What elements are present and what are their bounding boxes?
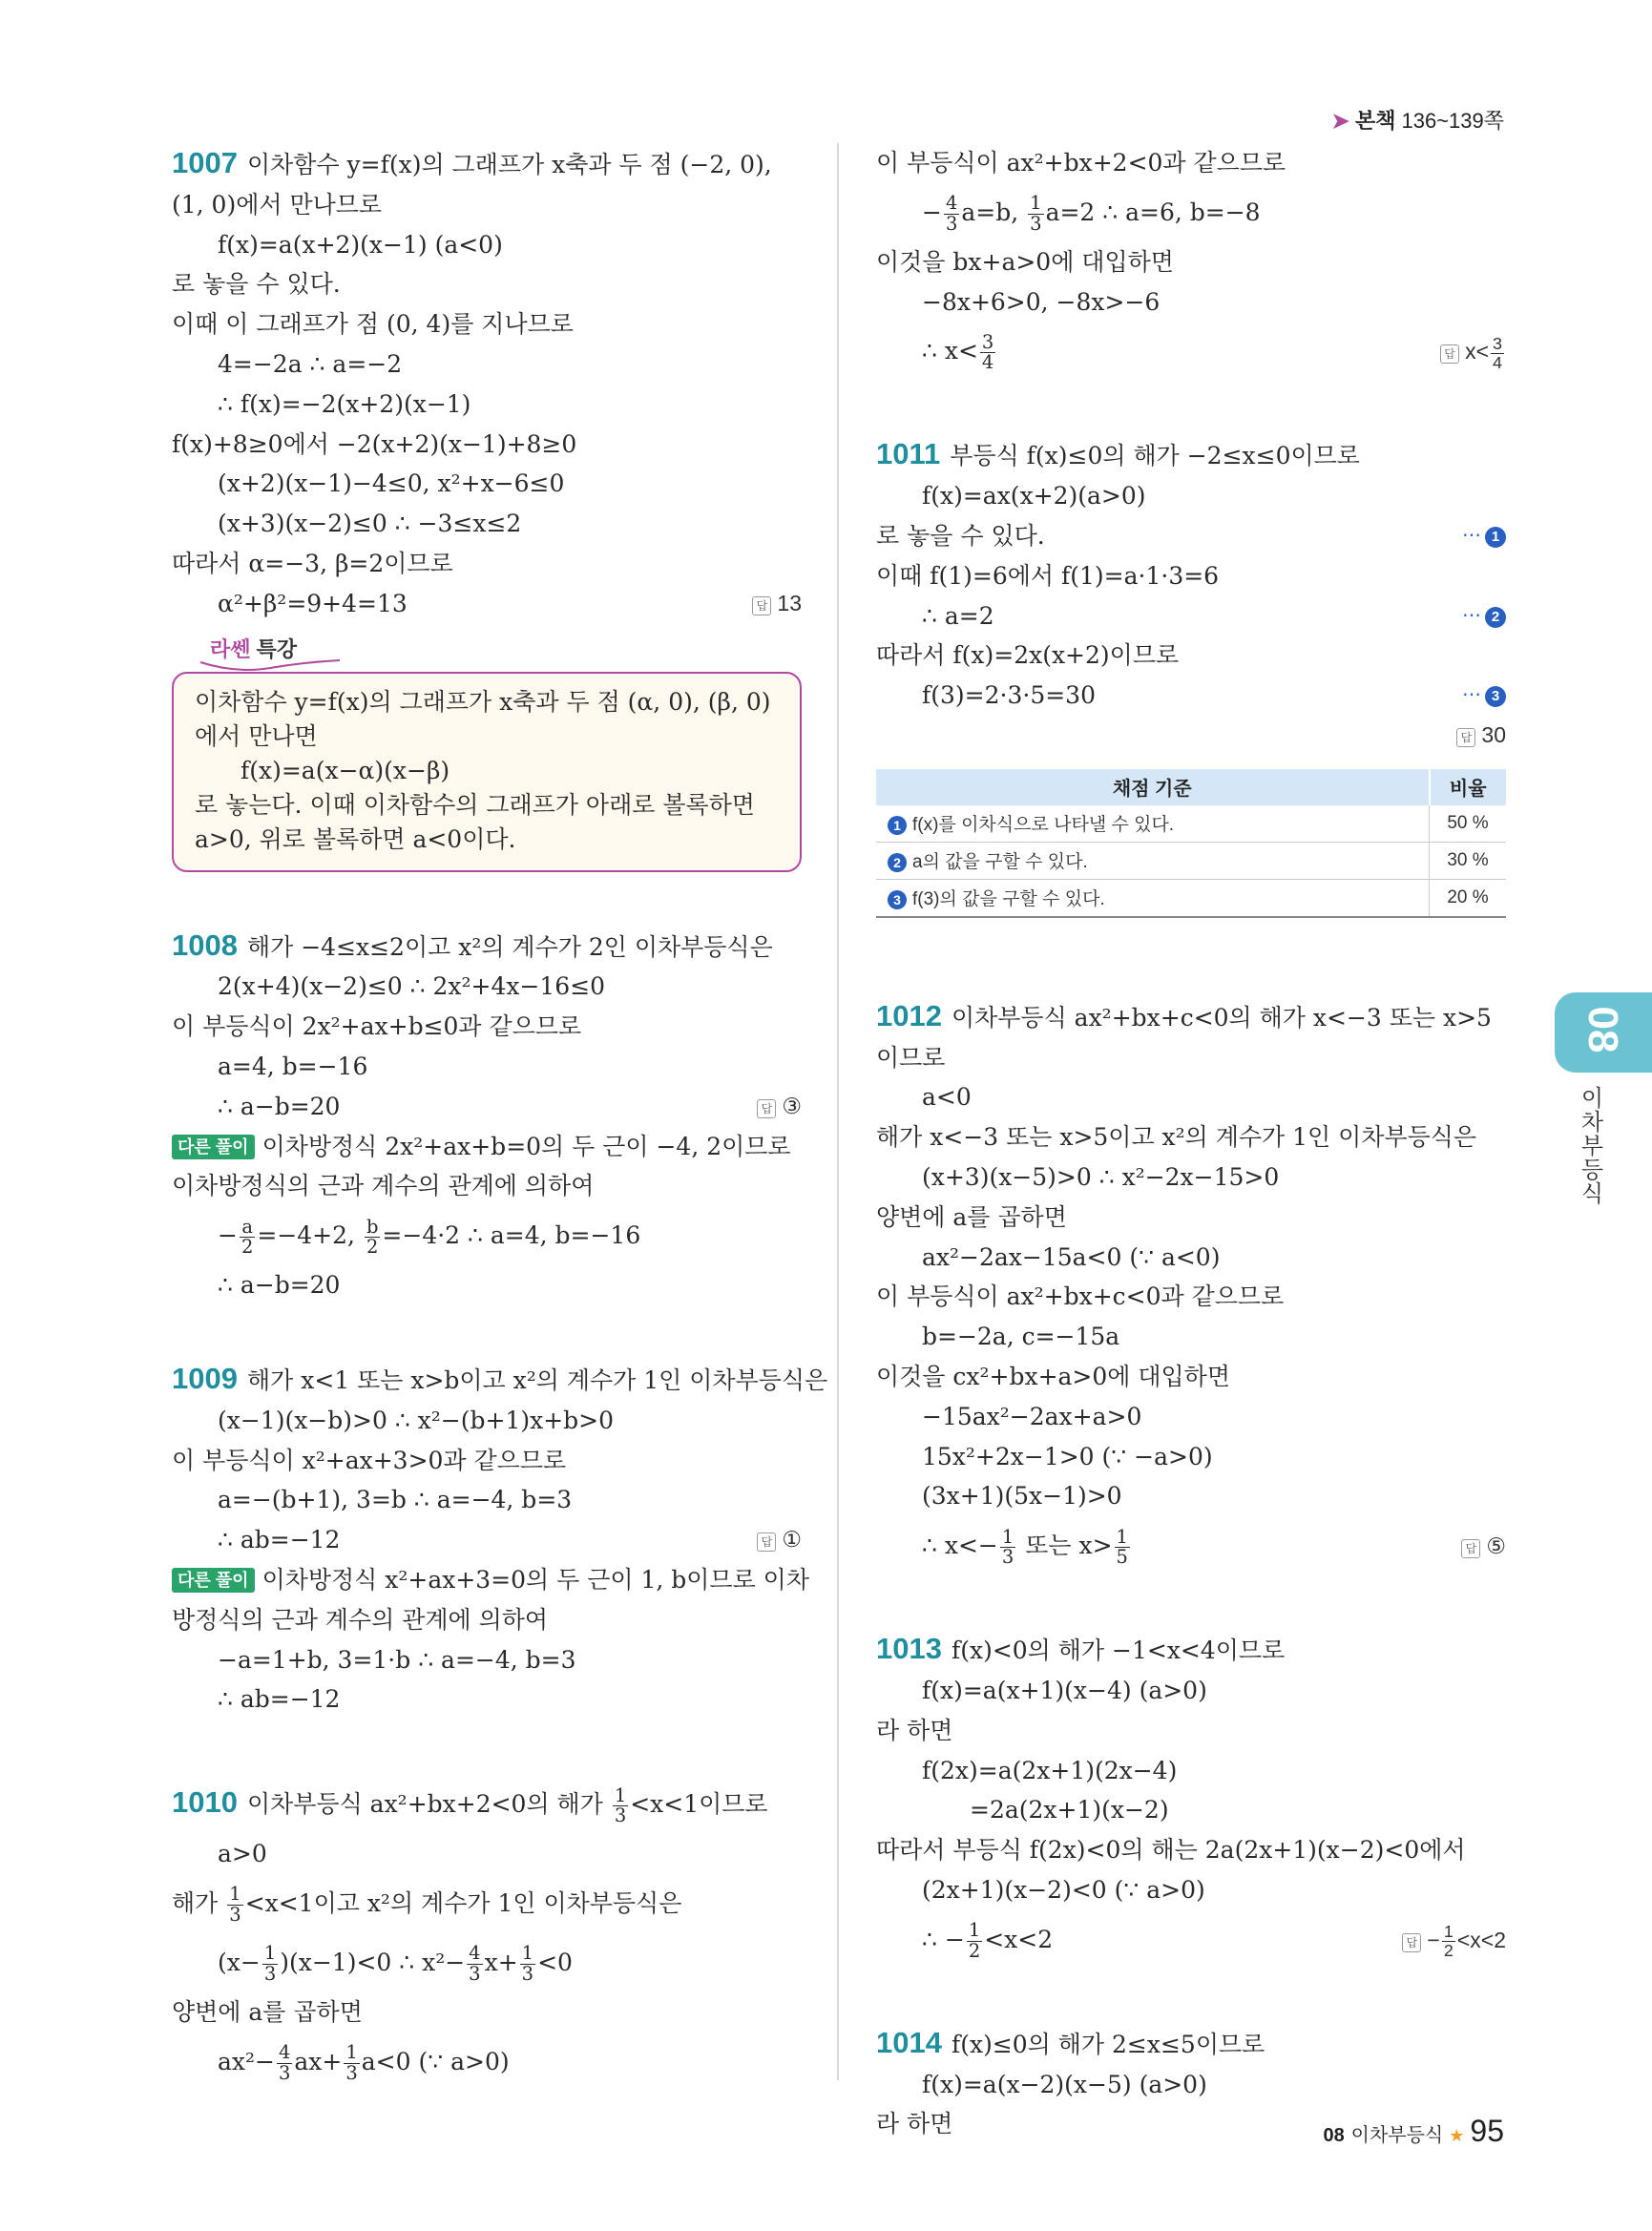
text-line: (x−1)(x−b)>0 ∴ x²−(b+1)x+b>0	[218, 1406, 615, 1434]
text-line: (2x+1)(x−2)<0 (∵ a>0)	[922, 1875, 1205, 1904]
footer-chapter-number: 08	[1323, 2125, 1345, 2146]
problem-number: 1012	[876, 998, 942, 1032]
table-row	[876, 879, 1506, 917]
lecture-tag-title: 특강	[256, 636, 298, 661]
problem-number: 1010	[172, 1785, 238, 1820]
text-line: f(x)=ax(x+2)(a>0)	[922, 482, 1146, 511]
answer-value: ①	[782, 1527, 802, 1553]
answer-1013: 답 − $\frac{1}{2}$ <x<2	[1402, 1910, 1506, 1970]
lecture-tag	[210, 634, 802, 666]
right-column	[876, 143, 1506, 2144]
text-line: =2a(2x+1)(x−2)	[970, 1796, 1169, 1824]
text-line: 4=−2a ∴ a=−2	[218, 349, 403, 378]
grading-criteria-table	[876, 769, 1506, 918]
text-line: 2(x+4)(x−2)≤0 ∴ 2x²+4x−16≤0	[218, 972, 606, 1001]
text-line: 양변에 a를 곱하면	[876, 1202, 1067, 1231]
lecture-underline-icon	[199, 658, 342, 674]
criteria-text: a의 값을 구할 수 있다.	[912, 852, 1088, 873]
problem-1007	[172, 143, 802, 624]
text-line: (x+3)(x−2)≤0 ∴ −3≤x≤2	[218, 510, 522, 538]
text-line: a>0	[218, 1840, 267, 1868]
answer-1010: 답 x< $\frac{3}{4}$	[1440, 322, 1506, 381]
text-line: ∴ f(x)=−2(x+2)(x−1)	[218, 389, 471, 418]
text-line: f(x)=a(x+1)(x−4) (a>0)	[922, 1676, 1207, 1704]
answer-marker-icon: 답	[757, 1533, 776, 1552]
text-line: 로 놓을 수 있다.	[876, 521, 1045, 550]
text-line: b=−2a, c=−15a	[922, 1323, 1120, 1351]
text-line: − $\frac{4}{3}$ a=b, $\frac{1}{3}$ a=2 ∴ a=6, b=−8	[922, 192, 1261, 235]
criteria-header: 채점 기준	[876, 769, 1430, 805]
answer-value: ③	[782, 1093, 802, 1118]
fraction: $\frac{1}{3}$	[1001, 1525, 1014, 1569]
fraction: $\frac{1}{2}$	[968, 1919, 981, 1962]
fraction: $\frac{4}{3}$	[278, 2041, 291, 2084]
text-line: <x<1이므로	[630, 1790, 768, 1819]
chapter-side-tab[interactable]	[1555, 992, 1652, 1073]
text-line: 이차함수 y=f(x)의 그래프가 x축과 두 점 (−2, 0),	[246, 151, 772, 178]
answer-1012	[1461, 1516, 1506, 1575]
text-line: (1, 0)에서 만나므로	[172, 190, 383, 219]
text-line: f(x)=a(x−2)(x−5) (a>0)	[922, 2070, 1207, 2098]
star-icon: ★	[1449, 2126, 1465, 2145]
text-line: 양변에 a를 곱하면	[172, 1997, 363, 2026]
text-line: 이것을 cx²+bx+a>0에 대입하면	[876, 1362, 1230, 1390]
text-line: 이차부등식 ax²+bx+2<0의 해가	[246, 1790, 603, 1819]
criteria-ratio: 20 %	[1430, 879, 1507, 917]
alt-solution-badge: 다른 풀이	[172, 1568, 255, 1593]
answer-marker-icon: 답	[757, 1099, 776, 1118]
answer-marker-icon: 답	[1402, 1933, 1421, 1952]
problem-1012	[876, 996, 1506, 1575]
text-line: 이때 이 그래프가 점 (0, 4)를 지나므로	[172, 310, 574, 339]
text-line: 이차함수 y=f(x)의 그래프가 x축과 두 점 (α, 0), (β, 0)에서 만나면	[195, 687, 771, 750]
fraction: $\frac{1}{3}$	[229, 1883, 241, 1926]
criteria-text: f(x)를 이차식으로 나타낼 수 있다.	[912, 815, 1175, 836]
chapter-tab-number: 08	[1579, 1006, 1626, 1053]
text-line: −a=1+b, 3=1·b ∴ a=−4, b=3	[218, 1645, 576, 1674]
text-line: f(x)+8≥0에서 −2(x+2)(x−1)+8≥0	[172, 429, 577, 458]
text-line: ∴ x<− $\frac{1}{3}$ 또는 x> $\frac{1}{5}$ 답 ⑤	[876, 1516, 1506, 1575]
text-line: ∴ x< $\frac{3}{4}$ 답 x< $\frac{3}{4}$	[876, 322, 1506, 381]
text-line: (x− $\frac{1}{3}$ )(x−1)<0 ∴ x²− $\frac{4}{3}$ x+ $\frac{1}{3}$ <0	[218, 1942, 573, 1985]
text-line: (x+2)(x−1)−4≤0, x²+x−6≤0	[218, 469, 565, 498]
text-line: 이므로	[876, 1043, 946, 1072]
problem-1008	[172, 926, 802, 1305]
criteria-ratio: 50 %	[1430, 805, 1507, 843]
page-ref-label: 본책	[1354, 109, 1396, 133]
problem-1009	[172, 1359, 828, 1720]
text-line: 이 부등식이 x²+ax+3>0과 같으므로	[172, 1446, 567, 1474]
text-line: f(3)=2·3·5=30	[922, 681, 1096, 710]
text-line: 이것을 bx+a>0에 대입하면	[876, 247, 1174, 276]
fraction: $\frac{3}{4}$	[981, 330, 994, 374]
text-line: 로 놓는다. 이때 이차함수의 그래프가 아래로 볼록하면 a>0, 위로 볼록하면 a<0이다.	[195, 790, 755, 853]
lecture-tag-brand: 라쎈	[210, 636, 251, 661]
text-line: ax²−2ax−15a<0 (∵ a<0)	[922, 1242, 1221, 1271]
text-line: a=4, b=−16	[218, 1052, 368, 1080]
text-line: ∴ ab=−12	[218, 1526, 341, 1554]
text-line: 따라서 f(x)=2x(x+2)이므로	[876, 641, 1180, 670]
text-line: 이 부등식이 2x²+ax+b≤0과 같으므로	[172, 1012, 582, 1041]
text-line: α²+β²=9+4=13	[218, 589, 408, 617]
problem-number: 1013	[876, 1632, 942, 1666]
fraction: $\frac{a}{2}$	[240, 1215, 254, 1259]
step-1-icon: 1	[888, 816, 907, 835]
column-divider	[837, 143, 839, 2080]
text-line: (x+3)(x−5)>0 ∴ x²−2x−15>0	[922, 1162, 1280, 1191]
text-line: −15ax²−2ax+a>0	[922, 1402, 1142, 1430]
text-line: 해가 x<1 또는 x>b이고 x²의 계수가 1인 이차부등식은	[246, 1366, 828, 1394]
page-ref-arrow-icon: ➤	[1331, 109, 1349, 133]
lecture-box	[172, 672, 802, 872]
text-line: 해가 $\frac{1}{3}$ <x<1이고 x²의 계수가 1인 이차부등식은	[172, 1883, 682, 1926]
text-line: 따라서 부등식 f(2x)<0의 해는 2a(2x+1)(x−2)<0에서	[876, 1836, 1466, 1865]
fraction: $\frac{3}{4}$	[1493, 333, 1502, 372]
text-line: ∴ a−b=20	[218, 1092, 341, 1120]
fraction: $\frac{4}{3}$	[469, 1942, 481, 1985]
answer-value: 30	[1481, 721, 1506, 747]
step-marker-3: ⋯ 3	[1462, 676, 1506, 716]
footer-chapter-title: 이차부등식	[1350, 2125, 1444, 2146]
alt-solution-badge: 다른 풀이	[172, 1135, 255, 1159]
text-line: a=−(b+1), 3=b ∴ a=−4, b=3	[218, 1486, 573, 1514]
text-line: f(2x)=a(2x+1)(2x−4)	[922, 1756, 1178, 1784]
text-line: ∴ a=2	[922, 601, 994, 630]
text-line: 이때 f(1)=6에서 f(1)=a·1·3=6	[876, 561, 1220, 590]
text-line: 이차방정식 2x²+ax+b=0의 두 근이 −4, 2이므로	[261, 1132, 791, 1160]
problem-number: 1007	[172, 146, 238, 179]
fraction: $\frac{1}{5}$	[1116, 1525, 1128, 1569]
answer-value: 13	[777, 590, 802, 615]
criteria-text: f(3)의 값을 구할 수 있다.	[912, 889, 1105, 910]
text-line: 따라서 α=−3, β=2이므로	[172, 549, 453, 577]
fraction: $\frac{b}{2}$	[366, 1215, 379, 1259]
answer-marker-icon: 답	[1456, 728, 1475, 747]
text-line: f(x)=a(x+2)(x−1) (a<0)	[218, 230, 503, 259]
table-row	[876, 805, 1506, 843]
text-line: 이차부등식 ax²+bx+c<0의 해가 x<−3 또는 x>5	[951, 1003, 1492, 1032]
text-line: ∴ a−b=20	[218, 1271, 341, 1300]
text-line: ∴ − $\frac{1}{2}$ <x<2 답 − $\frac{1}{2}$ <x<2	[876, 1910, 1506, 1970]
text-line: 해가 −4≤x≤2이고 x²의 계수가 2인 이차부등식은	[246, 932, 773, 961]
step-marker-2: ⋯ 2	[1462, 596, 1506, 636]
text-line: 방정식의 근과 계수의 관계에 의하여	[172, 1605, 549, 1634]
text-line: 이 부등식이 ax²+bx+c<0과 같으므로	[876, 1282, 1285, 1311]
text-line: (3x+1)(5x−1)>0	[922, 1482, 1122, 1511]
text-line: 로 놓을 수 있다.	[172, 270, 341, 299]
chapter-side-label: 이차부등식	[1577, 1086, 1602, 1205]
answer-marker-icon: 답	[752, 596, 771, 615]
text-line: f(x)≤0의 해가 2≤x≤5이므로	[951, 2030, 1265, 2058]
fraction: $\frac{1}{2}$	[1443, 1922, 1453, 1961]
text-line: 이차방정식의 근과 계수의 관계에 의하여	[172, 1172, 595, 1200]
fraction: $\frac{1}{3}$	[521, 1942, 534, 1985]
table-row	[876, 842, 1506, 879]
fraction: $\frac{1}{3}$	[1030, 192, 1042, 235]
answer-1009	[757, 1520, 802, 1560]
answer-marker-icon: 답	[1461, 1539, 1480, 1558]
text-line: a<0	[922, 1083, 972, 1112]
problem-number: 1009	[172, 1361, 238, 1395]
fraction: $\frac{4}{3}$	[945, 192, 958, 235]
problem-1010	[172, 1773, 802, 2092]
problem-number: 1014	[876, 2025, 942, 2059]
left-column	[172, 143, 828, 2092]
answer-1007	[752, 584, 802, 624]
answer-1008	[757, 1087, 802, 1127]
page-reference	[1332, 105, 1504, 135]
text-line: ∴ ab=−12	[218, 1685, 341, 1714]
step-3-icon: 3	[888, 890, 907, 909]
problem-number: 1011	[876, 437, 941, 471]
text-line: 15x²+2x−1>0 (∵ −a>0)	[922, 1442, 1213, 1470]
text-line: −8x+6>0, −8x>−6	[922, 287, 1161, 316]
text-line: 부등식 f(x)≤0의 해가 −2≤x≤0이므로	[950, 442, 1360, 470]
problem-number: 1008	[172, 928, 238, 962]
step-marker-1: ⋯ 1	[1462, 516, 1506, 556]
answer-1011	[1456, 716, 1506, 756]
fraction: $\frac{1}{3}$	[345, 2041, 358, 2084]
criteria-ratio: 30 %	[1430, 842, 1507, 879]
fraction: $\frac{1}{3}$	[614, 1783, 627, 1827]
answer-marker-icon: 답	[1440, 344, 1459, 364]
problem-1010-continued	[876, 143, 1506, 381]
text-line: 라 하면	[876, 1716, 953, 1744]
text-line: − $\frac{a}{2}$ =−4+2, $\frac{b}{2}$ =−4·2 ∴ a=4, b=−16	[218, 1215, 641, 1259]
step-2-icon: 2	[888, 853, 907, 872]
answer-value: ⑤	[1486, 1533, 1506, 1559]
text-line: 이 부등식이 ax²+bx+2<0과 같으므로	[876, 149, 1286, 177]
problem-1011	[876, 434, 1506, 917]
text-line: f(x)=a(x−α)(x−β)	[240, 756, 450, 784]
ratio-header: 비율	[1430, 769, 1507, 805]
page-footer	[1323, 2114, 1504, 2149]
text-line: ax²− $\frac{4}{3}$ ax+ $\frac{1}{3}$ a<0 (∵ a>0)	[218, 2041, 510, 2084]
fraction: $\frac{1}{3}$	[263, 1942, 277, 1985]
text-line: 이차방정식 x²+ax+3=0의 두 근이 1, b이므로 이차	[261, 1565, 809, 1594]
text-line: 해가 x<−3 또는 x>5이고 x²의 계수가 1인 이차부등식은	[876, 1123, 1477, 1152]
text-line: f(x)<0의 해가 −1<x<4이므로	[951, 1637, 1286, 1665]
page-ref-pages: 136~139쪽	[1401, 109, 1504, 133]
page-number: 95	[1470, 2114, 1504, 2148]
text-line: 라 하면	[876, 2110, 953, 2138]
problem-1013	[876, 1629, 1506, 1970]
